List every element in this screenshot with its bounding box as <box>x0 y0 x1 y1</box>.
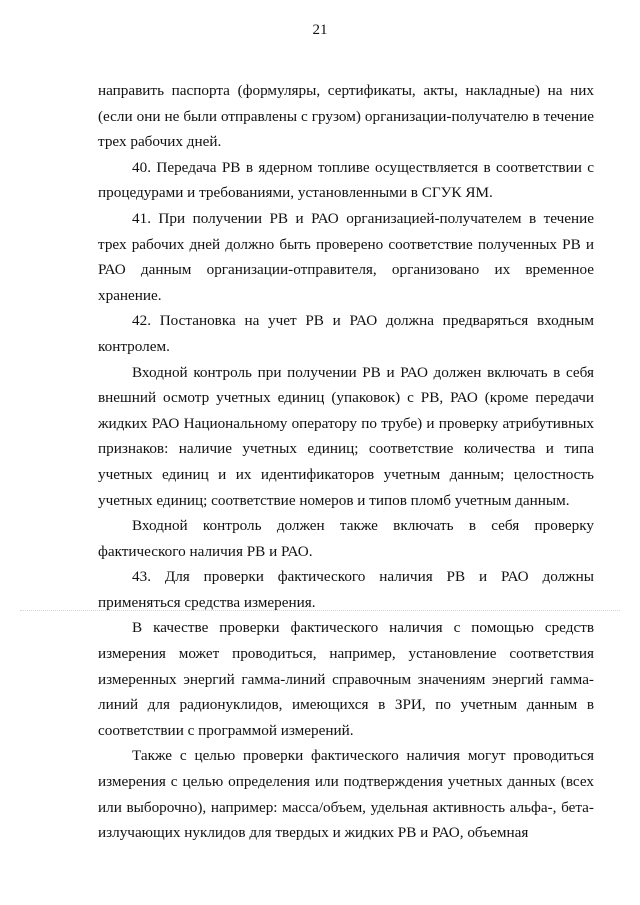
paragraph-continuation: направить паспорта (формуляры, сертификаты, акты, накладные) на них (если они не были отправлены с грузом) организации-получателю в течение трех рабочих дней. <box>98 82 594 151</box>
paragraph-43: 43. Для проверки фактического наличия РВ и РАО должны применяться средства измерения. <box>98 568 594 611</box>
page-number: 21 <box>312 22 328 38</box>
paragraph-42: 42. Постановка на учет РВ и РАО должна предваряться входным контролем. <box>98 312 594 355</box>
paragraph-input-control: Входной контроль при получении РВ и РАО должен включать в себя внешний осмотр учетных единиц (упаковок) с РВ, РАО (кроме передачи жидких РАО Национальному оператору по трубе) и проверку атрибутивных признаков: наличие учетных единиц; соответствие количества и типа учетных единиц и их идентификаторов учетным данным; целостность учетных единиц; соответствие номеров и типов пломб учетным данным. <box>98 363 594 509</box>
paragraph-input-control-actual: Входной контроль должен также включать в себя проверку фактического наличия РВ и РАО. <box>98 517 594 560</box>
document-body <box>98 78 594 846</box>
paragraph-measurement-purpose: Также с целью проверки фактического наличия могут проводиться измерения с целью определения или подтверждения учетных данных (всех или выборочно), например: масса/объем, удельная активность альфа-, бета- излучающих нуклидов для твердых и жидких РВ и РАО, объемная <box>98 747 594 842</box>
paragraph-40: 40. Передача РВ в ядерном топливе осуществляется в соответствии с процедурами и требованиями, установленными в СГУК ЯМ. <box>98 158 594 202</box>
paragraph-41: 41. При получении РВ и РАО организацией-получателем в течение трех рабочих дней должно быть проверено соответствие полученных РВ и РАО данным организации-отправителя, организовано их временное хранение. <box>98 209 594 304</box>
paragraph-measurement-example: В качестве проверки фактического наличия с помощью средств измерения может проводиться, например, установление соответствия измеренных энергий гамма-линий справочным значениям энергий гамма-линий для радионуклидов, имеющихся в ЗРИ, по учетным данным в соответствии с программой измерений. <box>98 619 594 739</box>
